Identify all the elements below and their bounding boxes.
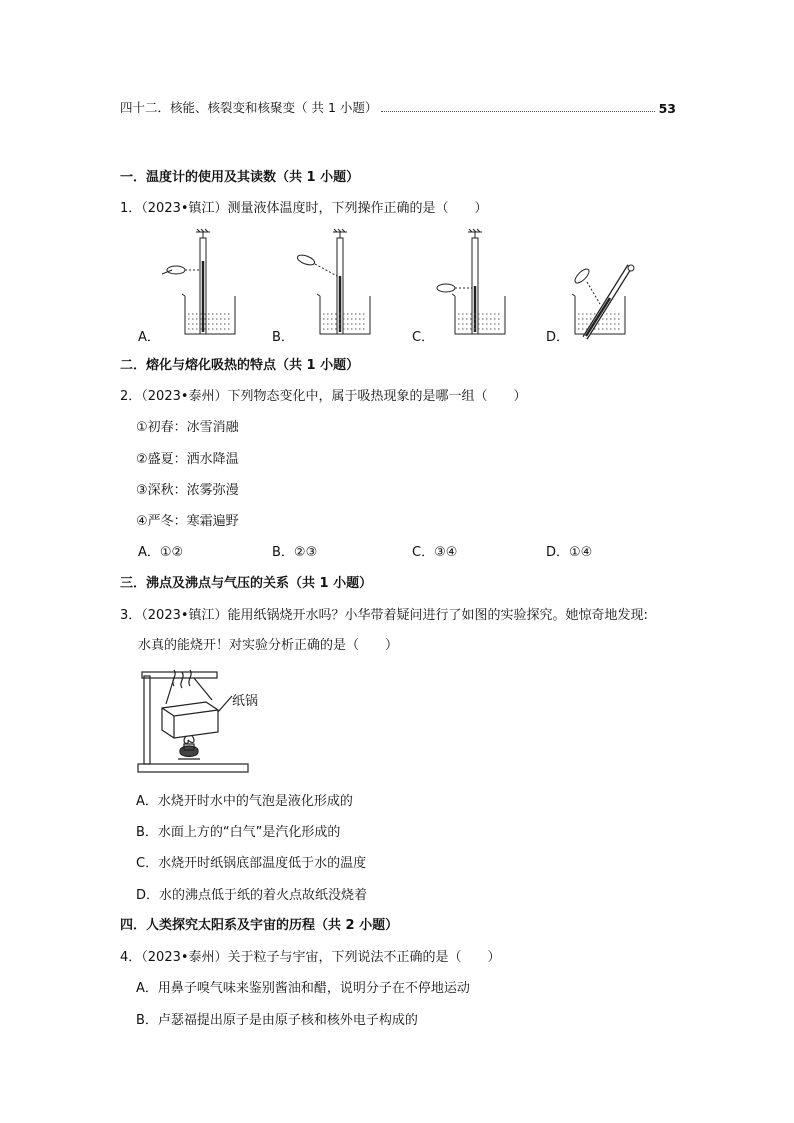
section-title-3: 三．沸点及沸点与气压的关系（共 1 小题）	[120, 576, 373, 591]
q2-item-1: ①初春：冰雪消融	[136, 420, 239, 435]
q2-choice-c: C．③④	[412, 545, 458, 560]
q1-option-c-label: C．	[412, 330, 435, 345]
q4-option-b: B．卢瑟福提出原子是由原子核和核外电子构成的	[136, 1013, 418, 1028]
section-title-4: 四．人类探究太阳系及宇宙的历程（共 2 小题）	[120, 918, 399, 933]
q3-option-c: C．水烧开时纸锅底部温度低于水的温度	[136, 856, 367, 871]
toc-leader-dots	[381, 111, 654, 112]
q3-option-a: A．水烧开时水中的气泡是液化形成的	[136, 794, 353, 809]
q3-paper-pot-figure	[134, 664, 294, 779]
q2-item-2: ②盛夏：洒水降温	[136, 452, 239, 467]
q2-choice-a: A．①②	[138, 545, 184, 560]
question-3-stem-line1: 3．（2023•镇江）能用纸锅烧开水吗？小华带着疑问进行了如图的实验探究。她惊奇地发现:	[120, 608, 648, 623]
toc-title: 四十二．核能、核裂变和核聚变（ 共 1 小题）	[120, 100, 378, 115]
question-2-stem: 2．（2023•泰州）下列物态变化中，属于吸热现象的是哪一组（ ）	[120, 389, 527, 404]
q1-option-d-label: D．	[546, 330, 570, 345]
q2-item-3: ③深秋：浓雾弥漫	[136, 483, 239, 498]
q2-choice-b: B．②③	[272, 545, 318, 560]
question-4-stem: 4．（2023•泰州）关于粒子与宇宙，下列说法不正确的是（ ）	[120, 950, 501, 965]
q2-item-4: ④严冬：寒霜遍野	[136, 514, 239, 529]
section-title-1: 一．温度计的使用及其读数（共 1 小题）	[120, 170, 360, 185]
q4-option-a: A．用鼻子嗅气味来鉴别酱油和醋，说明分子在不停地运动	[136, 981, 470, 996]
q1-option-a-label: A．	[138, 330, 160, 345]
option-b-diagram	[296, 229, 370, 334]
q2-choice-d: D．①④	[546, 545, 593, 560]
q3-option-b: B．水面上方的“白气”是汽化形成的	[136, 825, 341, 840]
question-1-stem: 1．（2023•镇江）测量液体温度时，下列操作正确的是（ ）	[120, 201, 488, 216]
q3-figure-label-paper-pot: 纸锅	[232, 694, 259, 709]
toc-entry	[120, 98, 676, 116]
option-d-diagram	[572, 265, 634, 338]
option-a-diagram	[162, 229, 235, 334]
section-title-2: 二．熔化与熔化吸热的特点（共 1 小题）	[120, 358, 360, 373]
toc-page-number: 53	[658, 101, 676, 116]
q1-option-b-label: B．	[272, 330, 294, 345]
q1-thermometer-figure	[130, 226, 660, 346]
question-3-stem-line2: 水真的能烧开！对实验分析正确的是（ ）	[138, 638, 399, 653]
q3-option-d: D．水的沸点低于纸的着火点故纸没烧着	[136, 888, 368, 903]
option-c-diagram	[437, 229, 505, 334]
